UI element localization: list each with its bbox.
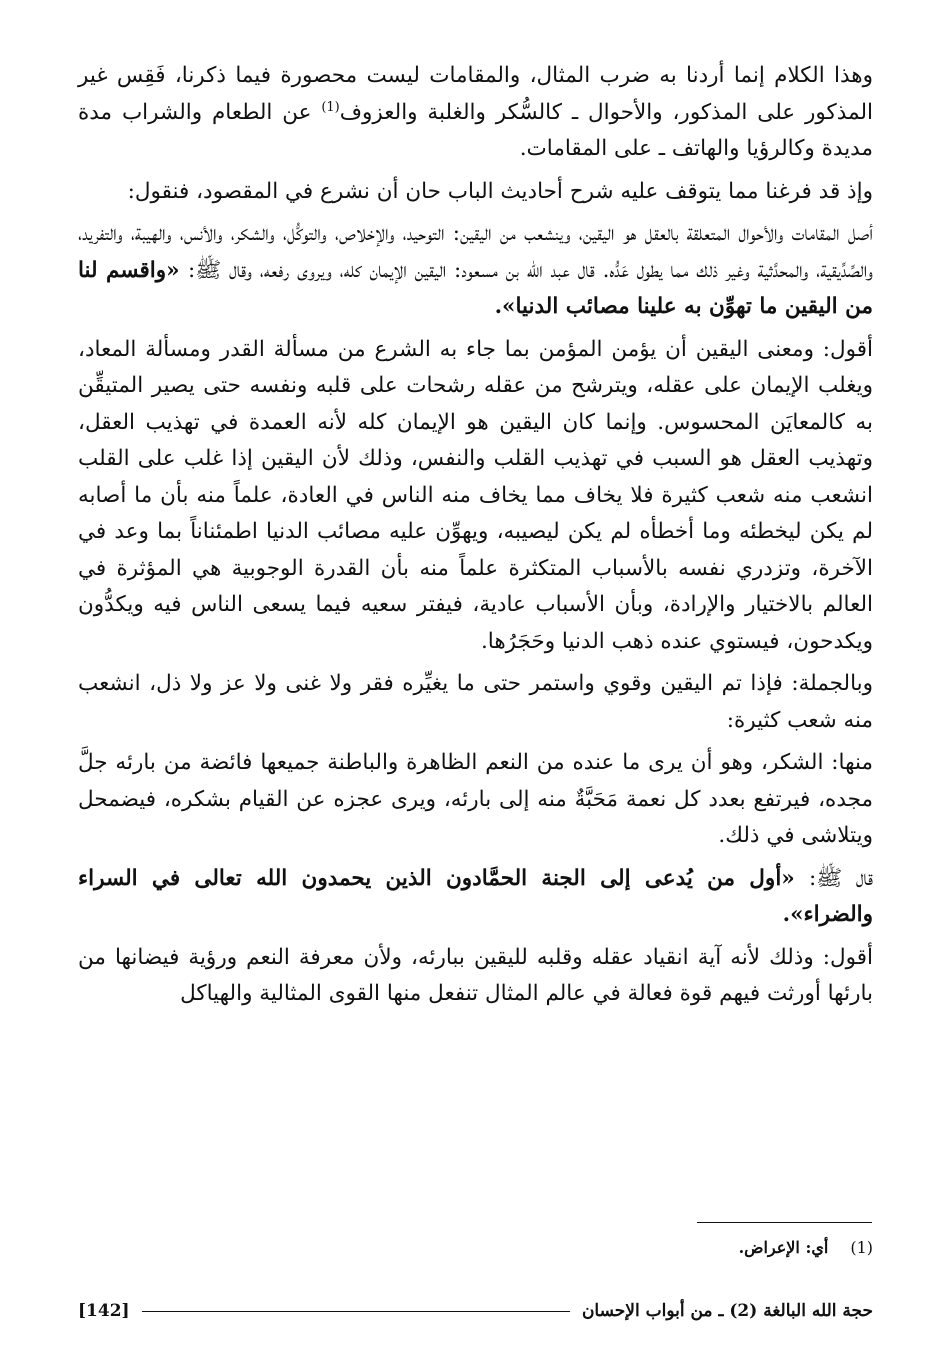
paragraph-3	[78, 216, 873, 326]
paragraph-text: أصل المقامات والأحوال المتعلقة بالعقل هو اليقين، وينشعب من اليقين: التوحيد، والإخلاص، والتوكُّل، والشكر، والأنس، والهيبة، والتفريد، والصِّدِّيقية، والمحدَّثية وغير ذلك مما يطول عَدُّه. قال عبد اللّه بن مسعود: اليقين الإيمان كله، ويروى رفعه، وقال ﷺ:	[78, 221, 873, 283]
paragraph-text-continued: عن الطعام والشراب مدة مديدة وكالرؤيا والهاتف ـ على المقامات.	[78, 99, 873, 161]
paragraph-6: منها: الشكر، وهو أن يرى ما عنده من النعم الظاهرة والباطنة جميعها فائضة من بارئه جلَّ مجده، فيرتفع بعدد كل نعمة مَحَبَّةٌ منه إلى بارئه، ويرى عجزه عن القيام بشكره، فيضمحل ويتلاشى في ذلك.	[78, 750, 873, 848]
paragraph-4: أقول: ومعنى اليقين أن يؤمن المؤمن بما جاء به الشرع من مسألة القدر ومسألة المعاد، ويغلب الإيمان على عقله، ويترشح من عقله رشحات على قلبه ونفسه حتى يصير المتيقِّن به كالمعايَن المحسوس. وإنما كان اليقين هو الإيمان كله لأنه العمدة في تهذيب العقل، وتهذيب العقل هو السبب في تهذيب القلب والنفس، وذلك لأن اليقين إذا غلب على القلب انشعب منه شعب كثيرة فلا يخاف مما يخاف منه الناس في العادة، علماً منه بأن ما أصابه لم يكن ليخطئه وما أخطأه لم يكن ليصيبه، ويهوِّن عليه مصائب الدنيا اطمئناناً بما وعد في الآخرة، وتزدري نفسه بالأسباب المتكثرة علماً منه بأن القدرة الوجوبية هي المؤثرة في العالم بالاختيار والإرادة، وبأن الأسباب عادية، فيفتر سعيه فيما يسعى الناس فيه ويكدُّون ويكدحون، فيستوي عنده ذهب الدنيا وحَجَرُها.	[78, 336, 873, 654]
paragraph-5: وبالجملة: فإذا تم اليقين وقوي واستمر حتى ما يغيِّره فقر ولا غنى ولا عز ولا ذل، انشعب منه شعب كثيرة:	[78, 671, 873, 733]
footnote-separator	[697, 1222, 872, 1223]
footnote-text: أي: الإعراض.	[738, 1238, 829, 1257]
footnote	[739, 1238, 873, 1257]
hadith-quote: «واقسم لنا من اليقين ما تهوِّن به علينا مصائب الدنيا».	[78, 257, 873, 319]
footer-rule	[142, 1311, 570, 1312]
hadith-quote: «أول من يُدعى إلى الجنة الحمَّادون الذين يحمدون الله تعالى في السراء والضراء».	[78, 865, 873, 927]
page-footer	[78, 1298, 873, 1324]
footnote-marker: (1)	[321, 99, 340, 115]
paragraph-1	[78, 58, 873, 168]
paragraph-text: قال ﷺ:	[809, 865, 873, 891]
main-text	[78, 58, 873, 1019]
running-title: حجة الله البالغة (2) ـ من أبواب الإحسان	[581, 1301, 873, 1321]
paragraph-2: وإذ قد فرغنا مما يتوقف عليه شرح أحاديث الباب حان أن نشرع في المقصود، فنقول:	[127, 178, 873, 204]
paragraph-7	[78, 861, 873, 934]
page-number: [142]	[78, 1301, 130, 1321]
footnote-number: (1)	[850, 1238, 873, 1257]
paragraph-text: وهذا الكلام إنما أردنا به ضرب المثال، والمقامات ليست محصورة فيما ذكرنا، فَقِس غير المذكور على المذكور، والأحوال ـ كالسُّكر والغلبة والعزوف	[78, 63, 873, 125]
paragraph-8: أقول: وذلك لأنه آية انقياد عقله وقلبه لليقين ببارئه، ولأن معرفة النعم ورؤية فيضانها من بارئها أورثت فيهم قوة فعالة في عالم المثال تنفعل منها القوى المثالية والهياكل	[78, 944, 873, 1006]
